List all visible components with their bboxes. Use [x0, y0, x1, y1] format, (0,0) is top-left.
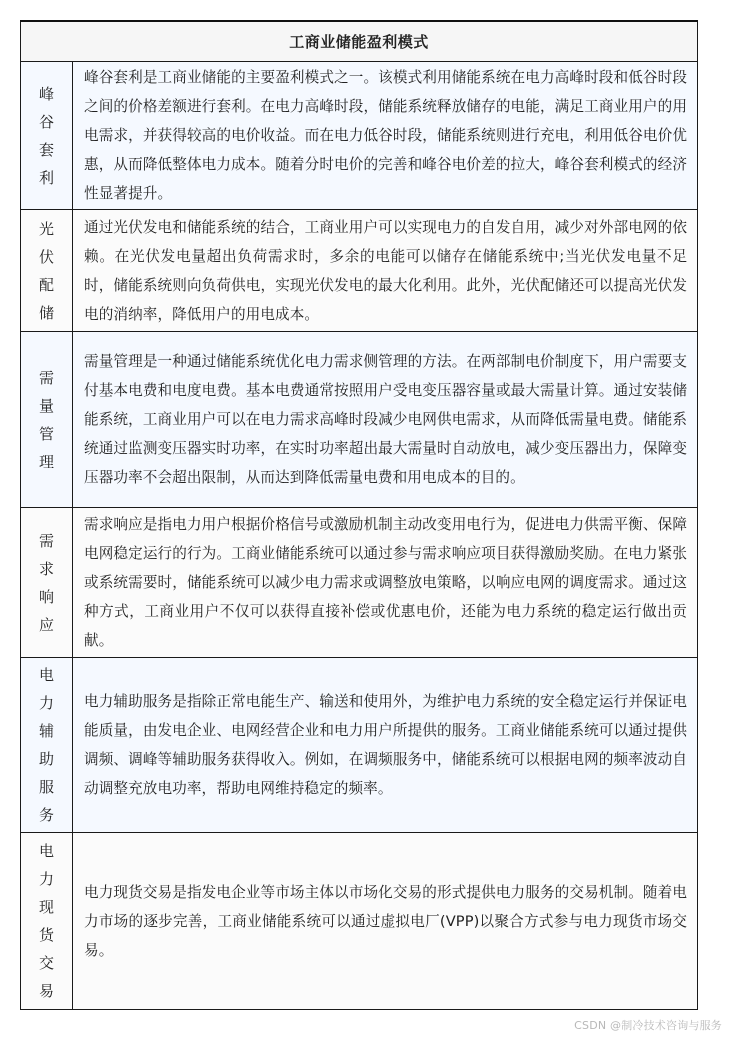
row-label-cell [21, 833, 73, 1010]
row-label: 需量管理 [38, 368, 54, 471]
table-row-demand-management [21, 332, 698, 508]
table-row-ancillary-services [21, 658, 698, 833]
row-label: 光伏配储 [38, 219, 54, 322]
row-label: 需求响应 [38, 531, 54, 634]
row-content: 电力现货交易是指发电企业等市场主体以市场化交易的形式提供电力服务的交易机制。随着电力市场的逐步完善，工商业储能系统可以通过虚拟电厂(VPP)以聚合方式参与电力现货市场交易。 [73, 833, 698, 1010]
table-row-demand-response [21, 508, 698, 658]
row-content: 电力辅助服务是指除正常电能生产、输送和使用外，为维护电力系统的安全稳定运行并保证电能质量，由发电企业、电网经营企业和电力用户所提供的服务。工商业储能系统可以通过提供调频、调峰等辅助服务获得收入。例如，在调频服务中，储能系统可以根据电网的频率波动自动调整充放电功率，帮助电网维持稳定的频率。 [73, 658, 698, 833]
table-row-spot-trading [21, 833, 698, 1010]
row-content: 需求响应是指电力用户根据价格信号或激励机制主动改变用电行为，促进电力供需平衡、保障电网稳定运行的行为。工商业储能系统可以通过参与需求响应项目获得激励奖励。在电力紧张或系统需要时，储能系统可以减少电力需求或调整放电策略，以响应电网的调度需求。通过这种方式，工商业用户不仅可以获得直接补偿或优惠电价，还能为电力系统的稳定运行做出贡献。 [73, 508, 698, 658]
table-row-pv-storage [21, 210, 698, 332]
row-label-cell [21, 508, 73, 658]
row-label: 电力辅助服务 [38, 666, 54, 824]
row-content: 峰谷套利是工商业储能的主要盈利模式之一。该模式利用储能系统在电力高峰时段和低谷时段之间的价格差额进行套利。在电力高峰时段，储能系统释放储存的电能，满足工商业用户的用电需求，并获得较高的电价收益。而在电力低谷时段，储能系统则进行充电，利用低谷电价优惠，从而降低整体电力成本。随着分时电价的完善和峰谷电价差的拉大，峰谷套利模式的经济性显著提升。 [73, 62, 698, 210]
row-label-cell [21, 332, 73, 508]
row-label-cell [21, 210, 73, 332]
profit-model-table [20, 20, 698, 1010]
row-label-cell [21, 62, 73, 210]
table-header-row [21, 21, 698, 62]
row-label: 峰谷套利 [38, 84, 54, 187]
row-content: 通过光伏发电和储能系统的结合，工商业用户可以实现电力的自发自用，减少对外部电网的依赖。在光伏发电量超出负荷需求时，多余的电能可以储存在储能系统中;当光伏发电量不足时，储能系统则向负荷供电，实现光伏发电的最大化利用。此外，光伏配储还可以提高光伏发电的消纳率，降低用户的用电成本。 [73, 210, 698, 332]
row-label-cell [21, 658, 73, 833]
row-label: 电力现货交易 [38, 842, 54, 1000]
watermark: CSDN @制冷技术咨询与服务 [574, 1019, 722, 1032]
table-title: 工商业储能盈利模式 [21, 21, 698, 62]
table-row-peak-valley-arbitrage [21, 62, 698, 210]
row-content: 需量管理是一种通过储能系统优化电力需求侧管理的方法。在两部制电价制度下，用户需要支付基本电费和电度电费。基本电费通常按照用户受电变压器容量或最大需量计算。通过安装储能系统，工商业用户可以在电力需求高峰时段减少电网供电需求，从而降低需量电费。储能系统通过监测变压器实时功率，在实时功率超出最大需量时自动放电，减少变压器出力，保障变压器功率不会超出限制，从而达到降低需量电费和用电成本的目的。 [73, 332, 698, 508]
